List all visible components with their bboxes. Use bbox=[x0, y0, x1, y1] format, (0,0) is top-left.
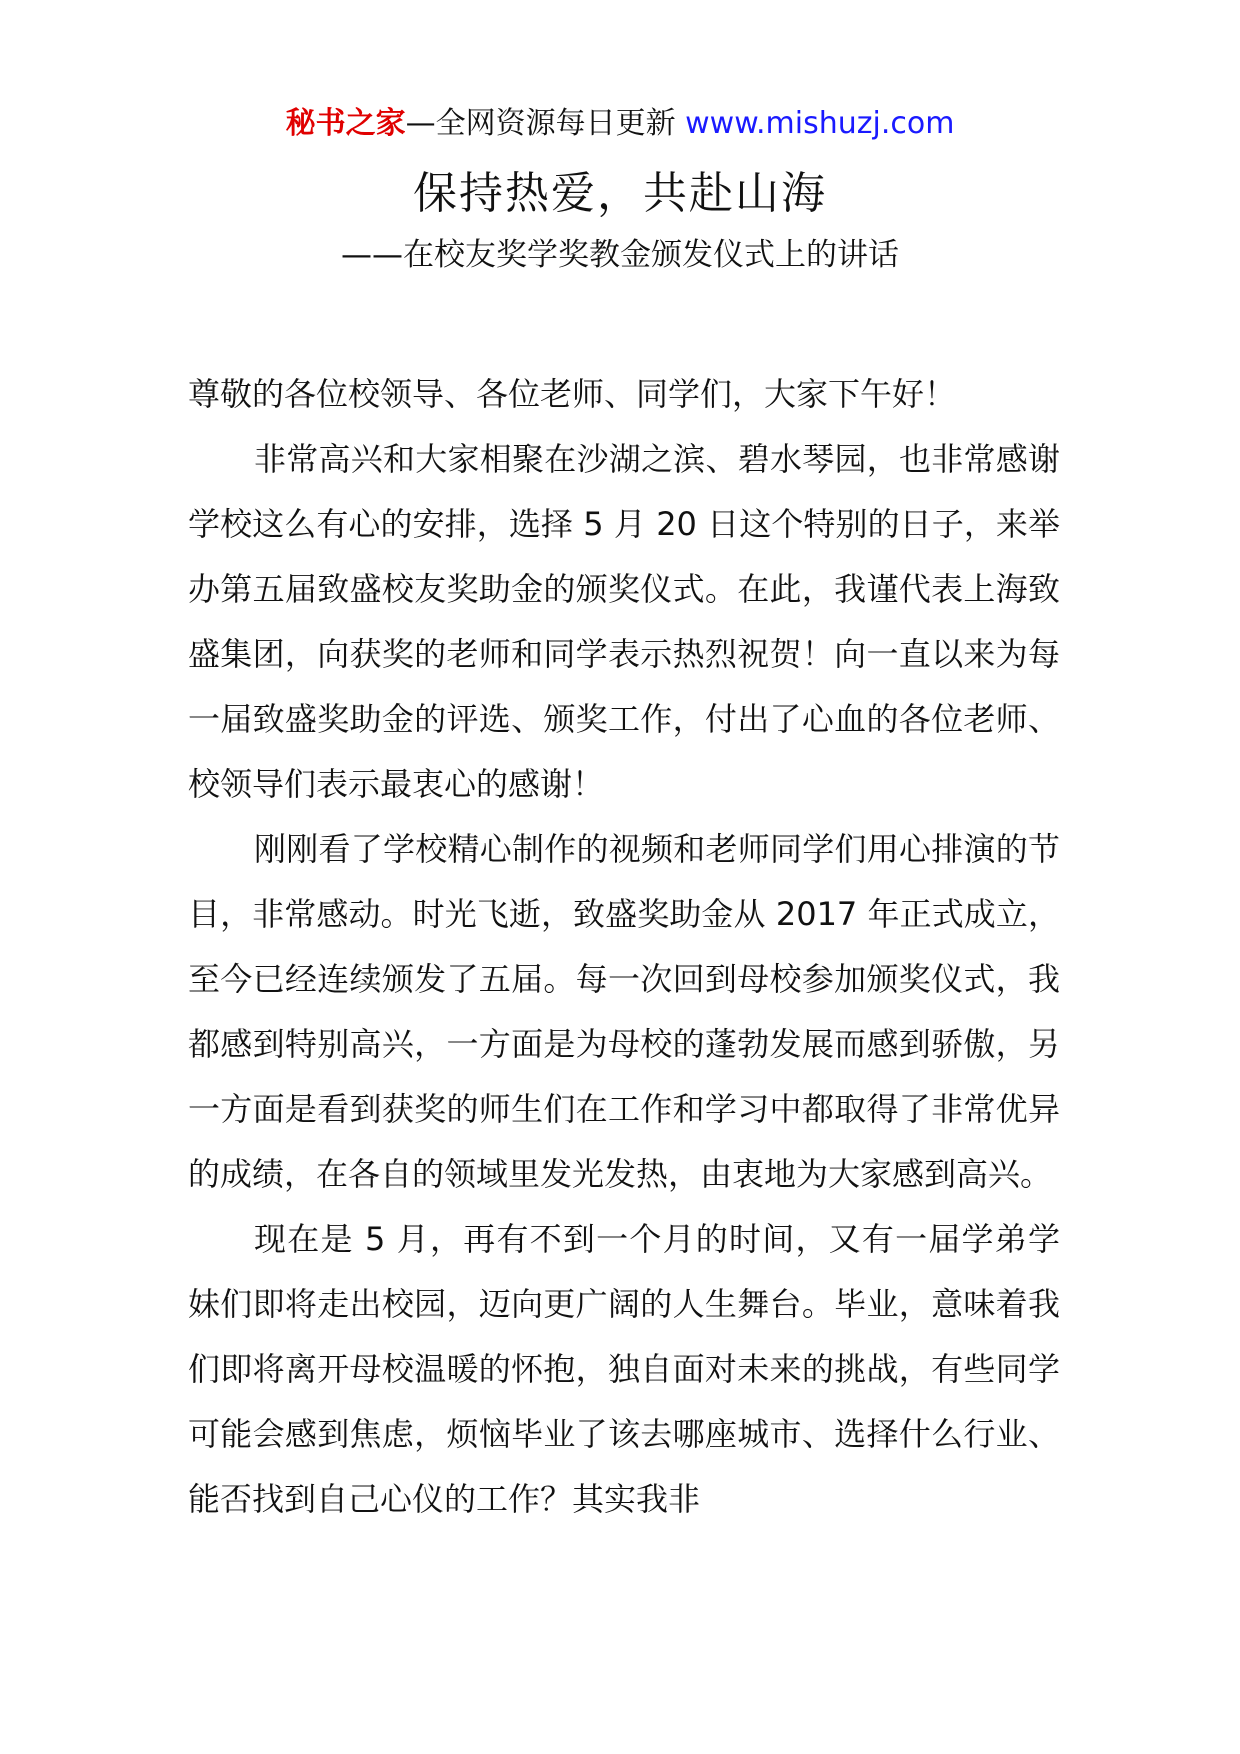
document-title: 保持热爱，共赴山海 bbox=[413, 168, 827, 219]
salutation-paragraph: 尊敬的各位校领导、各位老师、同学们，大家下午好！ bbox=[188, 375, 957, 413]
site-url-link[interactable]: www.mishuzj.com bbox=[685, 106, 955, 141]
body-paragraph: 刚刚看了学校精心制作的视频和老师同学们用心排演的节目，非常感动。时光飞逝，致盛奖助金从 2017 年正式成立，至今已经连续颁发了五届。每一次回到母校参加颁奖仪式，我都感到特别高兴，一方面是为母校的蓬勃发展而感到骄傲，另一方面是看到获奖的师生们在工作和学习中都取得了非常优异的成绩，在各自的领域里发光发热，由衷地为大家感到高兴。 bbox=[188, 830, 1060, 1193]
body-paragraph: 非常高兴和大家相聚在沙湖之滨、碧水琴园，也非常感谢学校这么有心的安排，选择 5 月 20 日这个特别的日子，来举办第五届致盛校友奖助金的颁奖仪式。在此，我谨代表上海致盛集团，向获奖的老师和同学表示热烈祝贺！向一直以来为每一届致盛奖助金的评选、颁奖工作，付出了心血的各位老师、校领导们表示最衷心的感谢！ bbox=[188, 440, 1060, 803]
document-body bbox=[188, 362, 1060, 1532]
site-header bbox=[0, 102, 1240, 146]
body-paragraph: 现在是 5 月，再有不到一个月的时间，又有一届学弟学妹们即将走出校园，迈向更广阔的人生舞台。毕业，意味着我们即将离开母校温暖的怀抱，独自面对未来的挑战，有些同学可能会感到焦虑，烦恼毕业了该去哪座城市、选择什么行业、能否找到自己心仪的工作？其实我非 bbox=[188, 1220, 1060, 1518]
document-subtitle: ——在校友奖学奖教金颁发仪式上的讲话 bbox=[341, 237, 899, 273]
header-tagline: —全网资源每日更新 bbox=[405, 106, 676, 141]
brand-name: 秘书之家 bbox=[285, 106, 406, 141]
